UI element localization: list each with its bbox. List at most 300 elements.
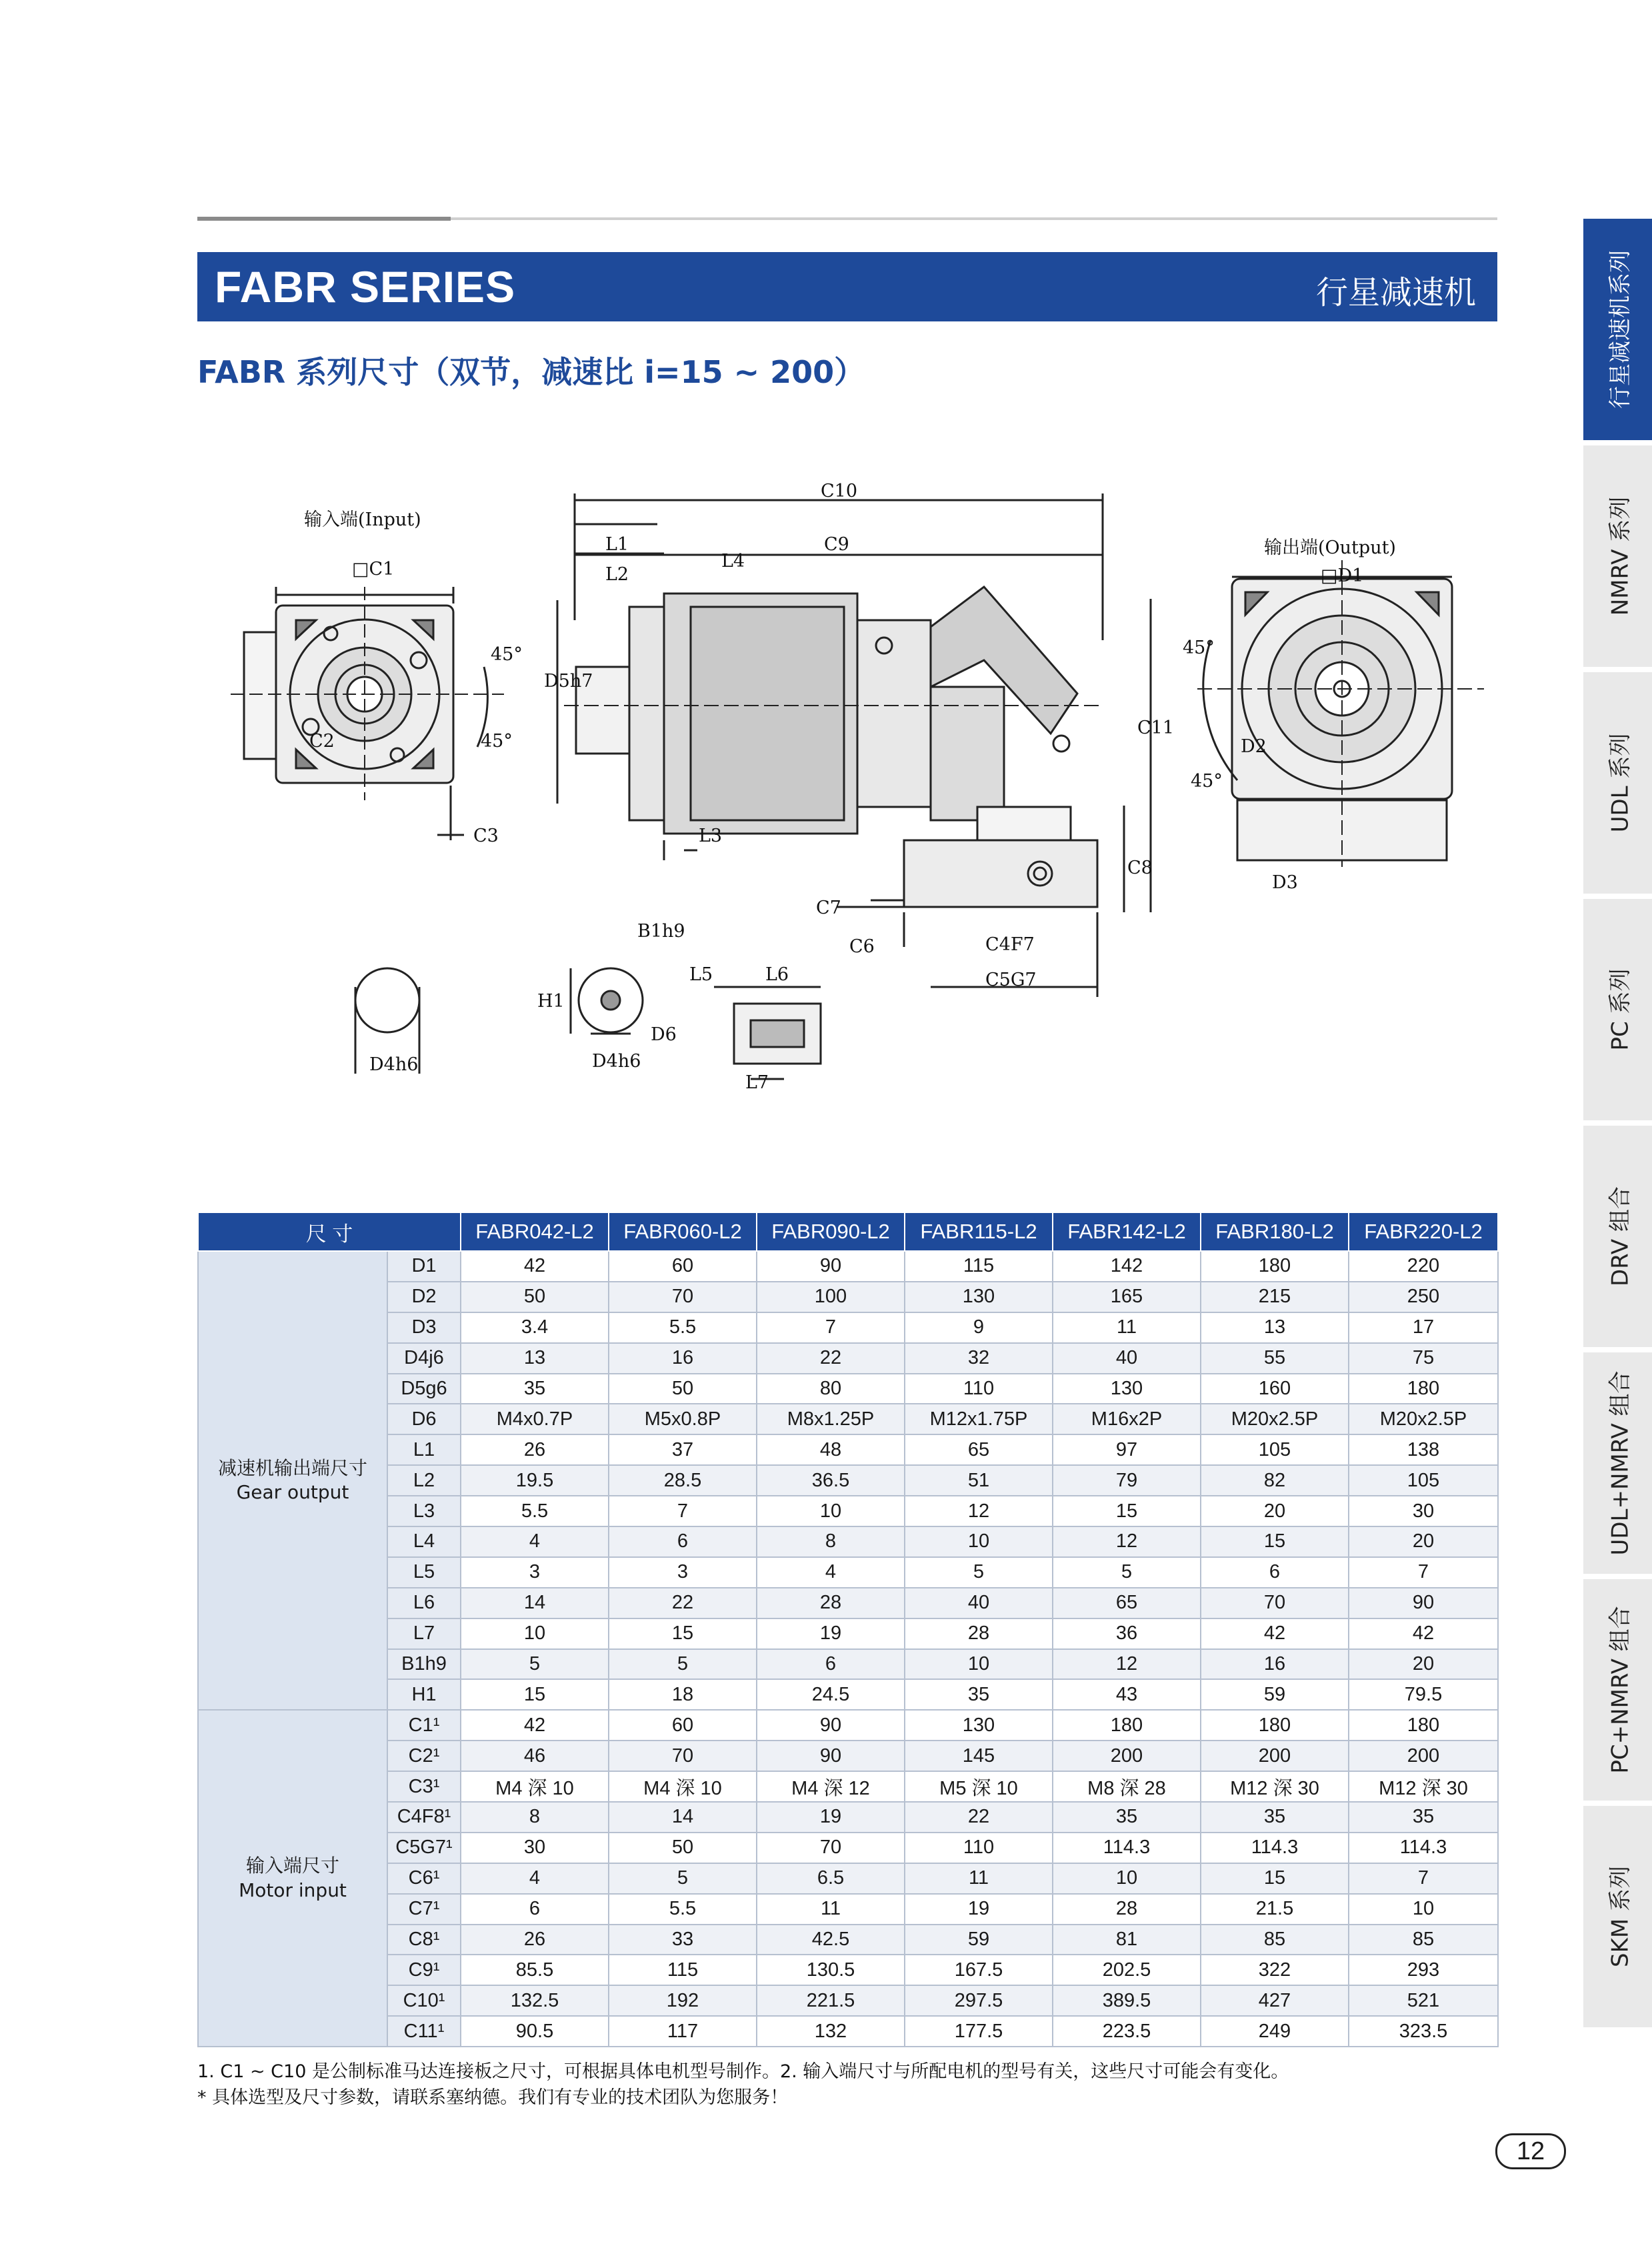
dimension-value: 7: [609, 1496, 757, 1526]
dimension-label: L1: [387, 1434, 461, 1465]
table-row: [198, 1465, 1498, 1496]
label-d1: □D1: [1321, 566, 1364, 586]
label-angle-output-bottom: 45°: [1191, 771, 1223, 792]
label-b1: B1h9: [637, 921, 685, 942]
dimension-value: 180: [1349, 1710, 1498, 1741]
dimension-label: C6¹: [387, 1863, 461, 1894]
dimension-value: 82: [1201, 1465, 1349, 1496]
dimension-value: 110: [905, 1833, 1053, 1863]
dimension-value: 50: [609, 1833, 757, 1863]
table-row: [198, 1282, 1498, 1312]
group-name-cn: 减速机输出端尺寸: [217, 1456, 367, 1479]
input-end-label: 输入端(Input): [304, 509, 421, 530]
dimension-value: M12x1.75P: [905, 1404, 1053, 1434]
dimension-value: 90: [757, 1741, 905, 1771]
dimension-value: 115: [609, 1955, 757, 1985]
table-row: [198, 1649, 1498, 1680]
dimension-label: L4: [387, 1526, 461, 1557]
dimension-value: 70: [757, 1833, 905, 1863]
dimension-label: D6: [387, 1404, 461, 1434]
dimension-value: 192: [609, 1985, 757, 2016]
dimension-value: 13: [1201, 1312, 1349, 1343]
dimension-value: 24.5: [757, 1679, 905, 1710]
dimension-value: 50: [609, 1374, 757, 1404]
dimension-value: 3: [609, 1557, 757, 1588]
dimension-label: D3: [387, 1312, 461, 1343]
dimension-value: 145: [905, 1741, 1053, 1771]
dimension-value: 19: [905, 1894, 1053, 1925]
model-header: FABR090-L2: [757, 1212, 905, 1251]
label-angle-input-top: 45°: [491, 644, 523, 665]
dimension-value: 215: [1201, 1282, 1349, 1312]
dimension-value: 12: [905, 1496, 1053, 1526]
dimension-value: 6: [1201, 1557, 1349, 1588]
label-d4-center: D4h6: [592, 1051, 641, 1072]
table-row: [198, 1312, 1498, 1343]
label-c6: C6: [849, 936, 875, 957]
dimension-value: 35: [1349, 1802, 1498, 1833]
table-row: [198, 1434, 1498, 1465]
table-row: [198, 1863, 1498, 1894]
dimension-value: 249: [1201, 2016, 1349, 2047]
dimension-label: B1h9: [387, 1649, 461, 1680]
dimension-value: 12: [1053, 1649, 1201, 1680]
dimension-value: 117: [609, 2016, 757, 2047]
dimension-value: 55: [1201, 1343, 1349, 1374]
side-tab-drv[interactable]: [1583, 1126, 1652, 1352]
table-row: [198, 1955, 1498, 1985]
dimension-label: C11¹: [387, 2016, 461, 2047]
side-tab-label: 行星减速机系列: [1607, 250, 1633, 409]
dimension-value: 35: [1201, 1802, 1349, 1833]
table-row: [198, 1771, 1498, 1802]
dimension-value: 22: [757, 1343, 905, 1374]
dimension-value: 5.5: [609, 1894, 757, 1925]
dimension-label: L3: [387, 1496, 461, 1526]
label-d4-left: D4h6: [369, 1054, 419, 1075]
dimension-value: 20: [1349, 1649, 1498, 1680]
dimension-value: 37: [609, 1434, 757, 1465]
table-row: [198, 1925, 1498, 1955]
dimension-label: C2¹: [387, 1741, 461, 1771]
dimension-value: 6: [757, 1649, 905, 1680]
dimension-value: 80: [757, 1374, 905, 1404]
dimension-value: 142: [1053, 1251, 1201, 1282]
label-c5: C5G7: [985, 970, 1037, 990]
label-l6: L6: [765, 964, 789, 985]
table-row: [198, 1833, 1498, 1863]
dimension-value: 42: [1349, 1618, 1498, 1649]
dimension-value: 180: [1201, 1710, 1349, 1741]
dimension-value: 389.5: [1053, 1985, 1201, 2016]
dimension-value: 200: [1201, 1741, 1349, 1771]
side-tab-label: PC 系列: [1607, 968, 1633, 1051]
dimension-value: 521: [1349, 1985, 1498, 2016]
series-banner: [197, 252, 1497, 321]
dimension-value: 60: [609, 1710, 757, 1741]
label-d6: D6: [651, 1024, 677, 1045]
label-d5: D5h7: [544, 671, 593, 692]
output-flange-view: [1197, 560, 1484, 867]
dimension-value: 42: [461, 1251, 609, 1282]
label-angle-input-bottom: 45°: [481, 731, 513, 752]
input-flange-view: [231, 587, 504, 840]
dimension-value: 5: [461, 1649, 609, 1680]
label-c4: C4F7: [985, 934, 1035, 955]
dimension-value: 20: [1349, 1526, 1498, 1557]
dimension-value: 105: [1201, 1434, 1349, 1465]
dimension-value: 42: [1201, 1618, 1349, 1649]
side-tab-label: NMRV 系列: [1607, 496, 1633, 616]
table-row: [198, 1710, 1498, 1741]
dimension-value: M20x2.5P: [1201, 1404, 1349, 1434]
dimension-value: 19: [757, 1618, 905, 1649]
dimension-value: M8x1.25P: [757, 1404, 905, 1434]
dimension-value: 5: [1053, 1557, 1201, 1588]
dimension-value: 15: [1201, 1863, 1349, 1894]
dimension-value: 200: [1349, 1741, 1498, 1771]
label-c1: □C1: [352, 559, 395, 580]
dimension-value: 19: [757, 1802, 905, 1833]
dimension-value: M12 深 30: [1349, 1771, 1498, 1802]
label-d3: D3: [1272, 872, 1298, 893]
dimension-label: C9¹: [387, 1955, 461, 1985]
dimension-value: 28: [905, 1618, 1053, 1649]
dimension-value: 4: [461, 1526, 609, 1557]
label-l5: L5: [689, 964, 713, 985]
dimension-value: 14: [461, 1588, 609, 1618]
dimension-value: 16: [609, 1343, 757, 1374]
dimension-value: 114.3: [1201, 1833, 1349, 1863]
dimension-value: 427: [1201, 1985, 1349, 2016]
dimension-value: 10: [1349, 1894, 1498, 1925]
dimension-value: 130: [905, 1710, 1053, 1741]
dimension-value: 130: [905, 1282, 1053, 1312]
dimension-value: M12 深 30: [1201, 1771, 1349, 1802]
dimension-value: 65: [905, 1434, 1053, 1465]
dimension-value: 5: [609, 1863, 757, 1894]
dimension-label: L7: [387, 1618, 461, 1649]
dimension-value: 322: [1201, 1955, 1349, 1985]
dimension-value: 5: [905, 1557, 1053, 1588]
dimension-value: 5: [609, 1649, 757, 1680]
dimension-value: 17: [1349, 1312, 1498, 1343]
dimension-label: D1: [387, 1251, 461, 1282]
dimension-value: M5x0.8P: [609, 1404, 757, 1434]
dimension-value: 200: [1053, 1741, 1201, 1771]
dimension-value: 22: [609, 1588, 757, 1618]
group-name-en: Motor input: [239, 1879, 347, 1901]
dimension-label: C8¹: [387, 1925, 461, 1955]
dimension-value: 32: [905, 1343, 1053, 1374]
dimension-value: 115: [905, 1251, 1053, 1282]
dimension-value: 180: [1053, 1710, 1201, 1741]
label-c11: C11: [1137, 718, 1175, 738]
table-row: [198, 1526, 1498, 1557]
dimension-drawing: [197, 467, 1497, 1134]
dimension-value: 4: [757, 1557, 905, 1588]
dimension-value: 7: [1349, 1557, 1498, 1588]
table-row: [198, 1496, 1498, 1526]
dimension-value: 177.5: [905, 2016, 1053, 2047]
dimension-value: 4: [461, 1863, 609, 1894]
dimension-value: 35: [905, 1679, 1053, 1710]
dimension-value: 132: [757, 2016, 905, 2047]
dimension-value: 297.5: [905, 1985, 1053, 2016]
table-row: [198, 2016, 1498, 2047]
dimension-label: C7¹: [387, 1894, 461, 1925]
dimension-value: 7: [757, 1312, 905, 1343]
side-tab-nmrv[interactable]: [1583, 445, 1652, 672]
dimension-value: 28: [757, 1588, 905, 1618]
dimension-value: 10: [757, 1496, 905, 1526]
table-row: [198, 1741, 1498, 1771]
dimension-value: 15: [1053, 1496, 1201, 1526]
dimension-label: H1: [387, 1679, 461, 1710]
dimension-table: [197, 1212, 1499, 2047]
dimension-value: 60: [609, 1251, 757, 1282]
side-tab-label: SKM 系列: [1607, 1865, 1633, 1968]
dimension-value: 79: [1053, 1465, 1201, 1496]
dimension-value: 26: [461, 1434, 609, 1465]
dimension-value: 75: [1349, 1343, 1498, 1374]
side-tab-planetary[interactable]: [1583, 219, 1652, 445]
table-row: [198, 1588, 1498, 1618]
section-subtitle: FABR 系列尺寸（双节，减速比 i=15 ~ 200）: [197, 354, 865, 390]
side-tab-label: PC+NMRV 组合: [1607, 1606, 1633, 1774]
dimension-value: M20x2.5P: [1349, 1404, 1498, 1434]
dimension-value: 28: [1053, 1894, 1201, 1925]
dimension-value: 10: [905, 1649, 1053, 1680]
table-row: [198, 1557, 1498, 1588]
dimension-value: 3.4: [461, 1312, 609, 1343]
dimension-value: 250: [1349, 1282, 1498, 1312]
dimension-value: 85: [1201, 1925, 1349, 1955]
side-tab-pc-nmrv[interactable]: [1583, 1579, 1652, 1806]
dimension-value: 10: [1053, 1863, 1201, 1894]
table-row: [198, 1679, 1498, 1710]
table-row: [198, 1802, 1498, 1833]
dimension-value: 9: [905, 1312, 1053, 1343]
table-row: [198, 1404, 1498, 1434]
table-row: [198, 1251, 1498, 1282]
footnote-1: 1. C1 ~ C10 是公制标准马达连接板之尺寸，可根据具体电机型号制作。2. 输入端尺寸与所配电机的型号有关，这些尺寸可能会有变化。: [197, 2061, 1289, 2082]
table-body: [198, 1251, 1498, 2047]
label-c3: C3: [473, 826, 499, 846]
dimension-value: 10: [461, 1618, 609, 1649]
table-row: [198, 1894, 1498, 1925]
dimension-value: M4x0.7P: [461, 1404, 609, 1434]
dimension-value: 20: [1201, 1496, 1349, 1526]
label-l3: L3: [699, 826, 723, 846]
dimension-value: 130.5: [757, 1955, 905, 1985]
dimension-value: M5 深 10: [905, 1771, 1053, 1802]
dimension-value: 40: [1053, 1343, 1201, 1374]
dimension-value: 132.5: [461, 1985, 609, 2016]
side-tab-skm[interactable]: [1583, 1806, 1652, 2033]
label-l2: L2: [605, 564, 629, 585]
dimension-value: 85.5: [461, 1955, 609, 1985]
dimension-value: 36.5: [757, 1465, 905, 1496]
dimension-label: L2: [387, 1465, 461, 1496]
dimension-value: M4 深 10: [461, 1771, 609, 1802]
category-title: 行星减速机: [1315, 274, 1476, 311]
table-row: [198, 1374, 1498, 1404]
footnote-2: * 具体选型及尺寸参数，请联系塞纳德。我们有专业的技术团队为您服务！: [197, 2087, 789, 2109]
side-nav: [1583, 219, 1652, 2033]
shaft-detail-views: [355, 968, 821, 1079]
dimension-value: 12: [1053, 1526, 1201, 1557]
dimension-value: 15: [461, 1679, 609, 1710]
group-label: [198, 1710, 387, 2047]
dimension-value: 7: [1349, 1863, 1498, 1894]
top-rule-accent: [197, 217, 451, 221]
dimension-value: 160: [1201, 1374, 1349, 1404]
dimension-value: 100: [757, 1282, 905, 1312]
dimension-label: L6: [387, 1588, 461, 1618]
dimension-value: 59: [1201, 1679, 1349, 1710]
side-tab-udl[interactable]: [1583, 672, 1652, 899]
table-row: [198, 1343, 1498, 1374]
dimension-value: 293: [1349, 1955, 1498, 1985]
dimension-value: 323.5: [1349, 2016, 1498, 2047]
model-header: FABR115-L2: [905, 1212, 1053, 1251]
group-name-en: Gear output: [236, 1481, 349, 1504]
table-header-row: [198, 1212, 1498, 1251]
dimension-value: 35: [1053, 1802, 1201, 1833]
dimension-value: 11: [905, 1863, 1053, 1894]
dimension-value: 10: [905, 1526, 1053, 1557]
dimension-value: 223.5: [1053, 2016, 1201, 2047]
dimension-value: 30: [461, 1833, 609, 1863]
dimension-label: C10¹: [387, 1985, 461, 2016]
table-row: [198, 1985, 1498, 2016]
dimension-value: M4 深 12: [757, 1771, 905, 1802]
dimension-value: 18: [609, 1679, 757, 1710]
dimension-value: 221.5: [757, 1985, 905, 2016]
dimension-value: 165: [1053, 1282, 1201, 1312]
dimension-value: 42.5: [757, 1925, 905, 1955]
dimension-value: 70: [609, 1282, 757, 1312]
output-end-label: 输出端(Output): [1264, 537, 1396, 558]
dimension-value: 90.5: [461, 2016, 609, 2047]
side-tab-label: UDL+NMRV 组合: [1607, 1370, 1633, 1556]
dimension-value: 11: [1053, 1312, 1201, 1343]
dimension-value: M4 深 10: [609, 1771, 757, 1802]
dimension-value: 6: [461, 1894, 609, 1925]
dimension-value: 13: [461, 1343, 609, 1374]
dimension-value: 180: [1201, 1251, 1349, 1282]
header-size-label: 尺 寸: [198, 1212, 461, 1251]
dimension-value: 90: [757, 1710, 905, 1741]
dimension-value: 81: [1053, 1925, 1201, 1955]
label-c7: C7: [816, 898, 841, 918]
dimension-value: 40: [905, 1588, 1053, 1618]
footnotes: [197, 2059, 1289, 2111]
dimension-value: 114.3: [1053, 1833, 1201, 1863]
dimension-label: C4F8¹: [387, 1802, 461, 1833]
dimension-value: 59: [905, 1925, 1053, 1955]
dimension-value: M8 深 28: [1053, 1771, 1201, 1802]
dimension-value: 6: [609, 1526, 757, 1557]
dimension-value: 5.5: [461, 1496, 609, 1526]
series-title: FABR SERIES: [215, 262, 516, 311]
dimension-label: C5G7¹: [387, 1833, 461, 1863]
side-tab-pc[interactable]: [1583, 899, 1652, 1126]
dimension-value: 36: [1053, 1618, 1201, 1649]
dimension-value: 35: [461, 1374, 609, 1404]
dimension-value: 70: [609, 1741, 757, 1771]
dimension-value: 90: [1349, 1588, 1498, 1618]
dimension-value: 14: [609, 1802, 757, 1833]
label-c9: C9: [824, 534, 849, 555]
dimension-value: 42: [461, 1710, 609, 1741]
model-header: FABR042-L2: [461, 1212, 609, 1251]
dimension-value: 180: [1349, 1374, 1498, 1404]
dimension-label: C1¹: [387, 1710, 461, 1741]
dimension-value: 138: [1349, 1434, 1498, 1465]
dimension-value: 6.5: [757, 1863, 905, 1894]
dimension-value: 130: [1053, 1374, 1201, 1404]
dimension-value: 30: [1349, 1496, 1498, 1526]
dimension-value: 43: [1053, 1679, 1201, 1710]
label-c8: C8: [1127, 858, 1153, 878]
dimension-value: 3: [461, 1557, 609, 1588]
dimension-value: 22: [905, 1802, 1053, 1833]
dimension-value: 15: [1201, 1526, 1349, 1557]
dimension-value: 15: [609, 1618, 757, 1649]
side-tab-udl-nmrv[interactable]: [1583, 1352, 1652, 1579]
dimension-value: 16: [1201, 1649, 1349, 1680]
dimension-label: D4j6: [387, 1343, 461, 1374]
dimension-value: 70: [1201, 1588, 1349, 1618]
group-label: [198, 1251, 387, 1710]
model-header: FABR220-L2: [1349, 1212, 1498, 1251]
dimension-value: 19.5: [461, 1465, 609, 1496]
label-h1: H1: [537, 991, 565, 1012]
group-name-cn: 输入端尺寸: [245, 1855, 339, 1877]
dimension-label: L5: [387, 1557, 461, 1588]
dimension-value: 202.5: [1053, 1955, 1201, 1985]
dimension-value: 105: [1349, 1465, 1498, 1496]
label-c10: C10: [821, 481, 858, 501]
dimension-value: 220: [1349, 1251, 1498, 1282]
model-header: FABR060-L2: [609, 1212, 757, 1251]
dimension-value: 33: [609, 1925, 757, 1955]
table-row: [198, 1618, 1498, 1649]
dimension-value: 167.5: [905, 1955, 1053, 1985]
dimension-value: 21.5: [1201, 1894, 1349, 1925]
side-tab-label: DRV 组合: [1607, 1186, 1633, 1287]
dimension-label: D5g6: [387, 1374, 461, 1404]
dimension-value: 48: [757, 1434, 905, 1465]
dimension-value: 51: [905, 1465, 1053, 1496]
dimension-value: 90: [757, 1251, 905, 1282]
dimension-value: 46: [461, 1741, 609, 1771]
page-number: 12: [1495, 2133, 1566, 2169]
dimension-value: 50: [461, 1282, 609, 1312]
dimension-value: 8: [461, 1802, 609, 1833]
label-l1: L1: [605, 534, 629, 555]
dimension-value: 79.5: [1349, 1679, 1498, 1710]
dimension-value: 85: [1349, 1925, 1498, 1955]
dimension-value: M16x2P: [1053, 1404, 1201, 1434]
label-d2: D2: [1241, 736, 1267, 757]
dimension-value: 5.5: [609, 1312, 757, 1343]
label-c2: C2: [309, 731, 335, 752]
dimension-value: 65: [1053, 1588, 1201, 1618]
model-header: FABR180-L2: [1201, 1212, 1349, 1251]
